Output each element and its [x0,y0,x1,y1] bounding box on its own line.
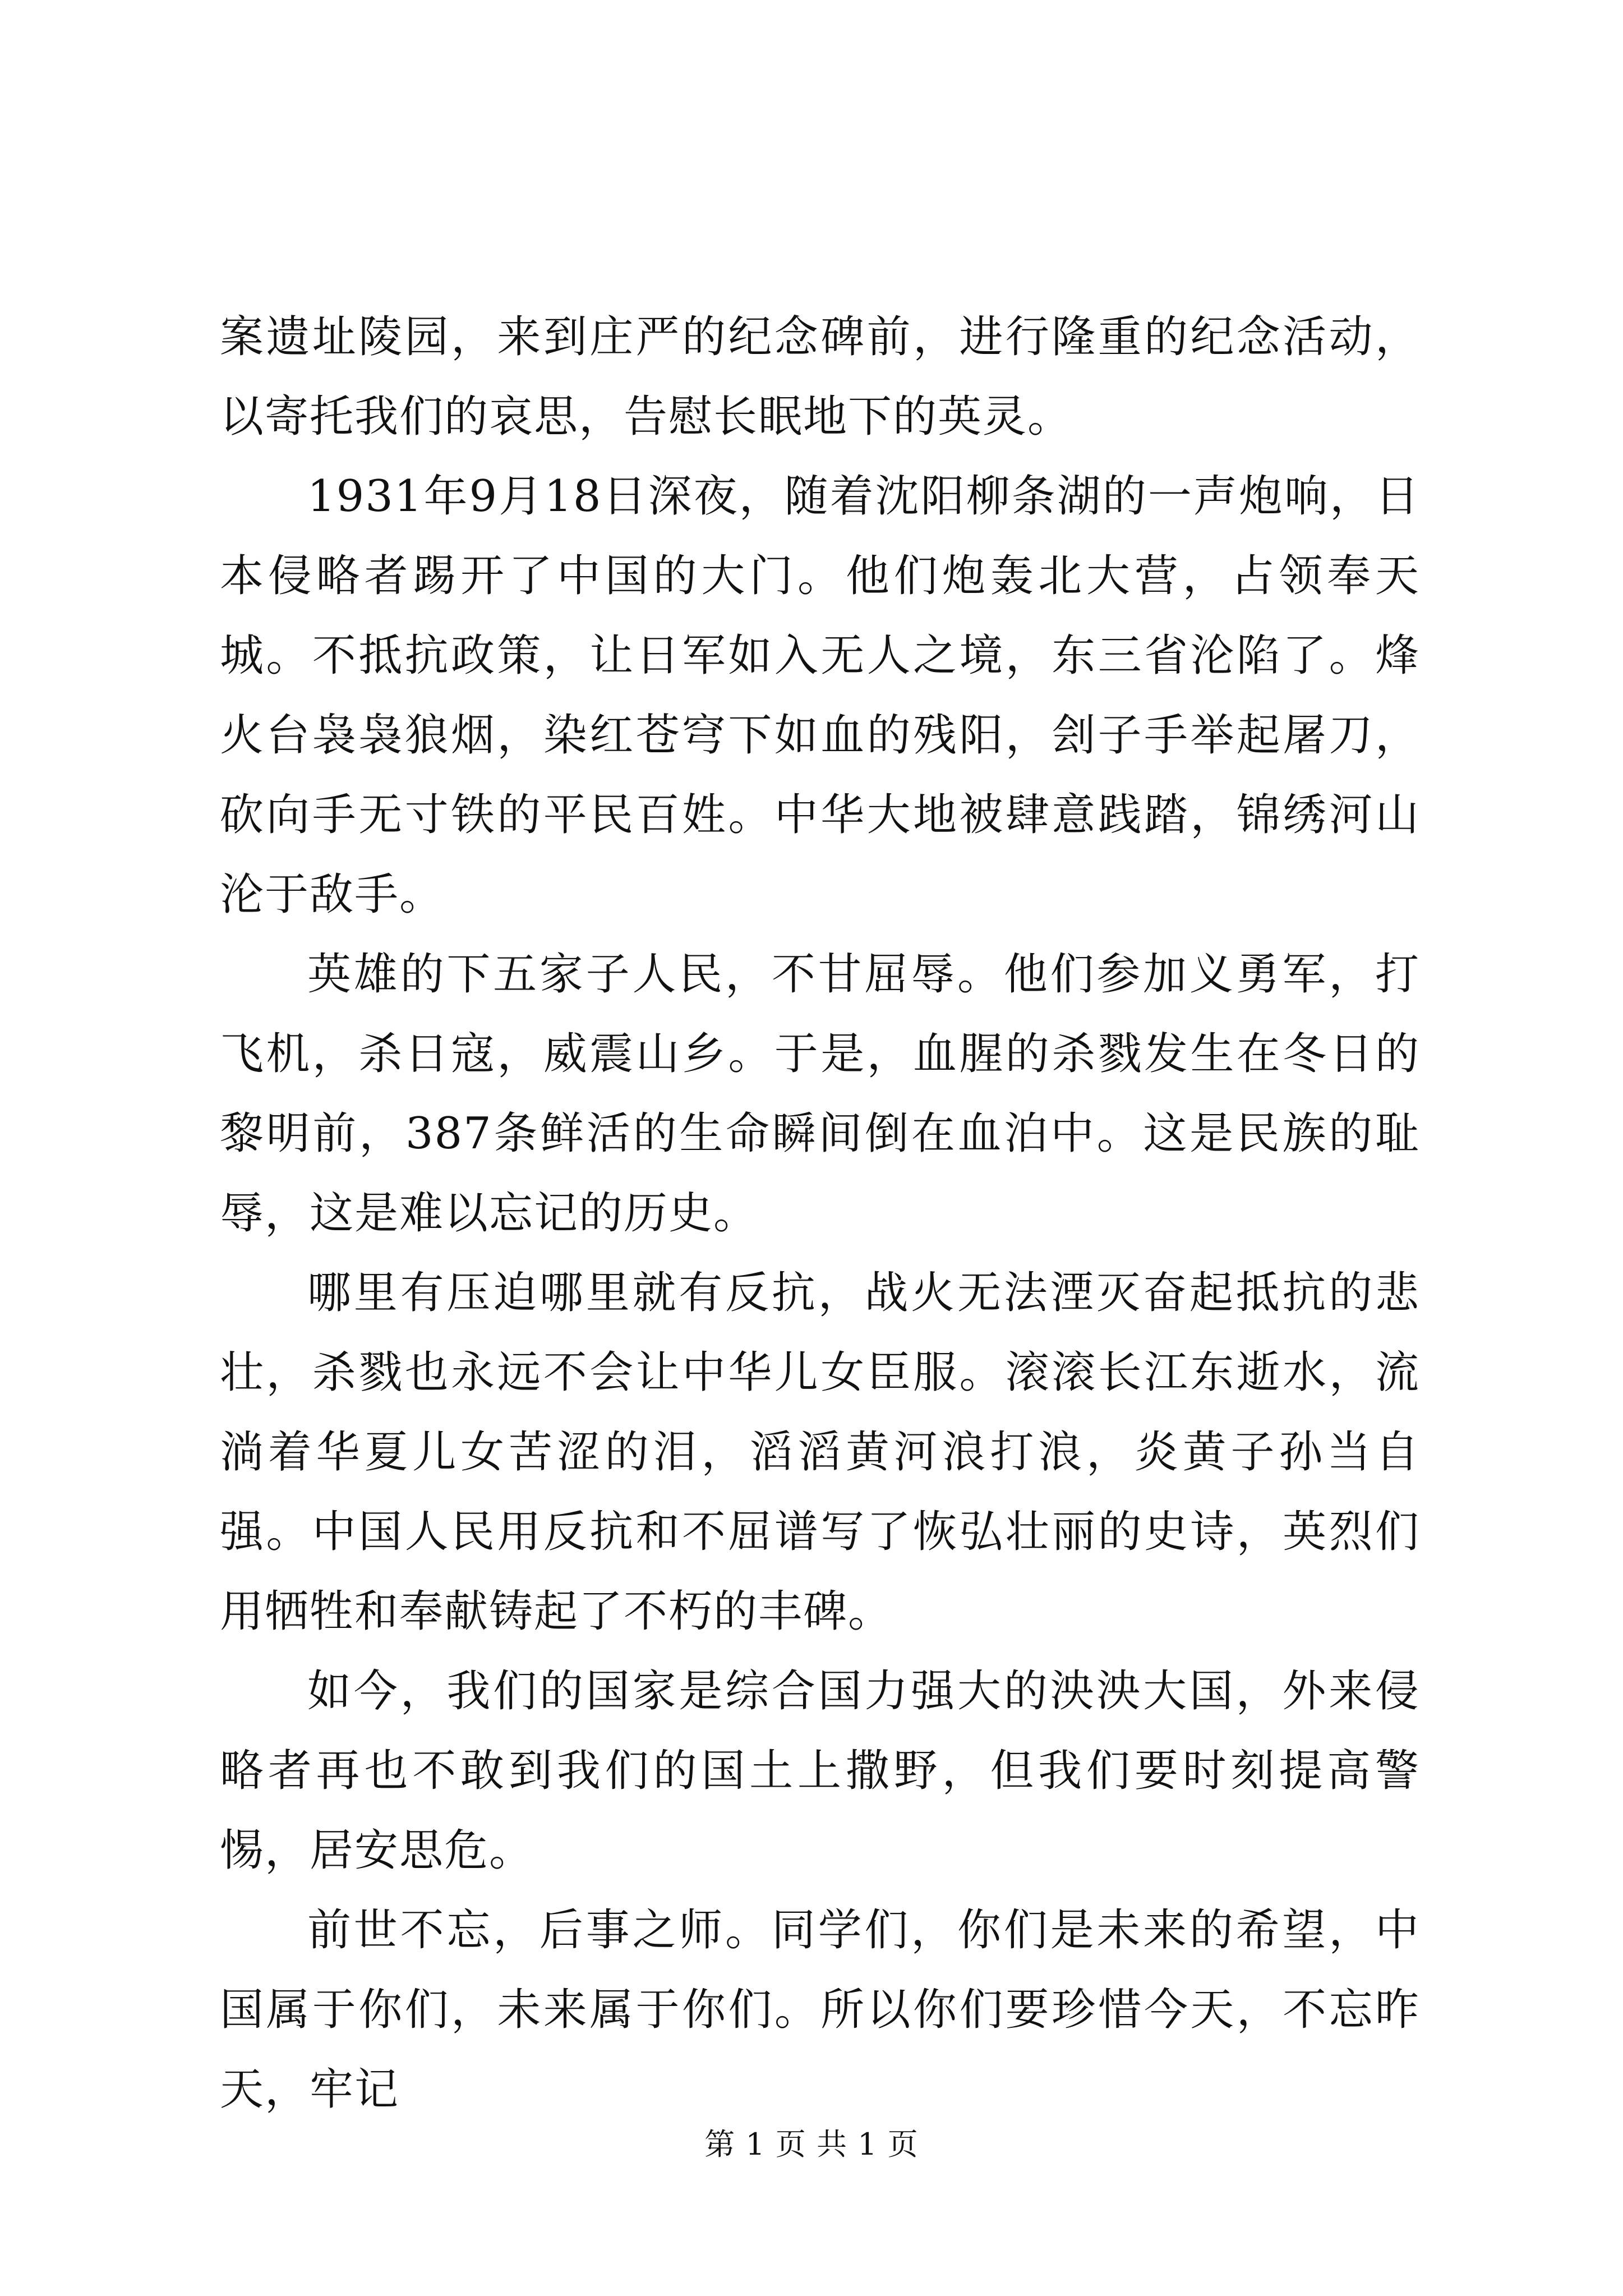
paragraph-3: 英雄的下五家子人民，不甘屈辱。他们参加义勇军，打飞机，杀日寇，威震山乡。于是，血腥的杀戮发生在冬日的黎明前，387条鲜活的生命瞬间倒在血泊中。这是民族的耻辱，这是难以忘记的历史。 [220,949,1420,1239]
document-body [220,297,1420,2129]
paragraph-5: 如今，我们的国家是综合国力强大的泱泱大国，外来侵略者再也不敢到我们的国土上撒野，但我们要时刻提高警惕，居安思危。 [220,1666,1420,1876]
paragraph-4: 哪里有压迫哪里就有反抗，战火无法湮灭奋起抵抗的悲壮，杀戮也永远不会让中华儿女臣服。滚滚长江东逝水，流淌着华夏儿女苦涩的泪，滔滔黄河浪打浪，炎黄子孙当自强。中国人民用反抗和不屈谱写了恢弘壮丽的史诗，英烈们用牺牲和奉献铸起了不朽的丰碑。 [220,1268,1420,1637]
paragraph-2: 1931年9月18日深夜，随着沈阳柳条湖的一声炮响，日本侵略者踢开了中国的大门。他们炮轰北大营，占领奉天城。不抵抗政策，让日军如入无人之境，东三省沦陷了。烽火台袅袅狼烟，染红苍穹下如血的残阳，刽子手举起屠刀，砍向手无寸铁的平民百姓。中华大地被肆意践踏，锦绣河山沦于敌手。 [220,471,1420,920]
paragraph-6: 前世不忘，后事之师。同学们，你们是未来的希望，中国属于你们，未来属于你们。所以你们要珍惜今天，不忘昨天，牢记 [220,1905,1420,2115]
page-footer: 第 1 页 共 1 页 [704,2127,919,2162]
paragraph-1: 案遗址陵园，来到庄严的纪念碑前，进行隆重的纪念活动，以寄托我们的哀思，告慰长眠地下的英灵。 [220,312,1420,442]
